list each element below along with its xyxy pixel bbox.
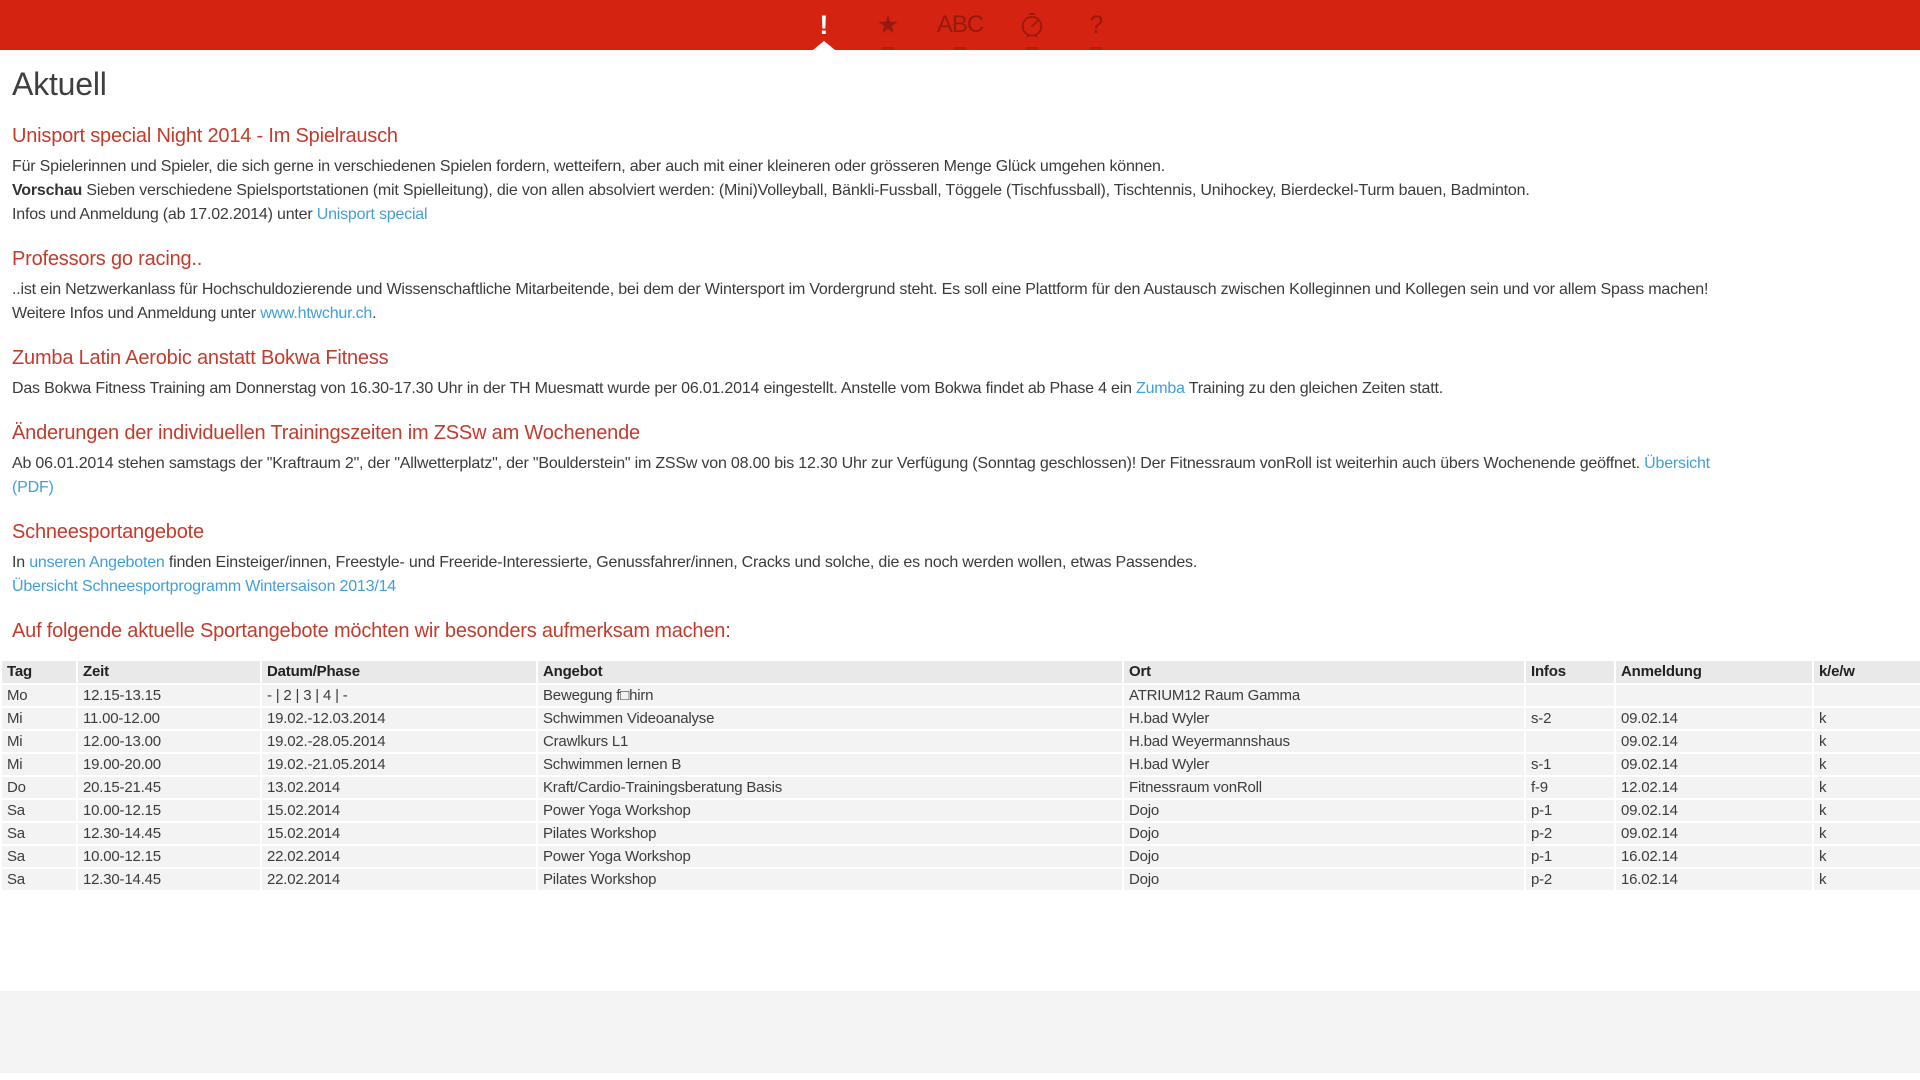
column-header: Zeit bbox=[78, 661, 260, 683]
table-cell: 09.02.14 bbox=[1616, 731, 1812, 752]
column-header: Angebot bbox=[538, 661, 1122, 683]
text-run: Infos und Anmeldung (ab 17.02.2014) unter bbox=[12, 206, 317, 223]
inactive-indicator bbox=[954, 47, 966, 50]
link-zumba[interactable]: Zumba bbox=[1136, 380, 1185, 397]
table-cell: k bbox=[1814, 800, 1920, 821]
table-cell bbox=[1616, 685, 1812, 706]
table-row bbox=[2, 823, 1920, 844]
inactive-indicator bbox=[1090, 47, 1102, 50]
table-cell: 16.02.14 bbox=[1616, 846, 1812, 867]
table-cell: 11.00-12.00 bbox=[78, 708, 260, 729]
offers-table-body bbox=[2, 685, 1920, 890]
text-run: Weitere Infos und Anmeldung unter bbox=[12, 305, 261, 322]
table-cell: 19.00-20.00 bbox=[78, 754, 260, 775]
abc-icon: ABC bbox=[936, 11, 984, 38]
section-heading-professors-racing: Professors go racing.. bbox=[12, 248, 203, 270]
table-cell: Fitnessraum vonRoll bbox=[1124, 777, 1524, 798]
question-icon: ? bbox=[1089, 10, 1104, 39]
table-cell: Mi bbox=[2, 731, 76, 752]
table-cell: Power Yoga Workshop bbox=[538, 800, 1122, 821]
link-unsere-angebote[interactable]: unseren Angeboten bbox=[29, 554, 165, 571]
section-heading-zumba: Zumba Latin Aerobic anstatt Bokwa Fitness bbox=[12, 347, 389, 369]
table-cell: 22.02.2014 bbox=[262, 869, 536, 890]
column-header: Anmeldung bbox=[1616, 661, 1812, 683]
table-cell: 12.30-14.45 bbox=[78, 823, 260, 844]
section-paragraph-trainingszeiten bbox=[12, 452, 1905, 500]
topbar-item-alerts[interactable] bbox=[809, 0, 839, 50]
table-cell: k bbox=[1814, 777, 1920, 798]
table-cell: Dojo bbox=[1124, 869, 1524, 890]
table-cell: Do bbox=[2, 777, 76, 798]
text-run: Sieben verschiedene Spielsportstationen (mit Spielleitung), die von allen absolviert werden: (Mini)Volleyball, Bänkli-Fussball, Töggele (Tischfussball), Tischtennis, Unihockey, Bierdeckel-Turm bauen, Badminton. bbox=[82, 182, 1530, 199]
table-cell: k bbox=[1814, 846, 1920, 867]
table-cell: 12.02.14 bbox=[1616, 777, 1812, 798]
table-cell: Dojo bbox=[1124, 823, 1524, 844]
table-cell: Dojo bbox=[1124, 800, 1524, 821]
topbar-item-help[interactable] bbox=[1081, 0, 1111, 50]
table-cell: Pilates Workshop bbox=[538, 869, 1122, 890]
section-paragraph-schneesport bbox=[12, 551, 1905, 599]
table-cell: Schwimmen Videoanalyse bbox=[538, 708, 1122, 729]
table-cell: Mi bbox=[2, 754, 76, 775]
table-cell: 09.02.14 bbox=[1616, 754, 1812, 775]
table-cell bbox=[1814, 685, 1920, 706]
table-cell: H.bad Wyler bbox=[1124, 754, 1524, 775]
clock-icon bbox=[1018, 11, 1046, 39]
column-header: Tag bbox=[2, 661, 76, 683]
table-cell: 10.00-12.15 bbox=[78, 846, 260, 867]
table-cell: Sa bbox=[2, 800, 76, 821]
offers-table-header bbox=[2, 661, 1920, 683]
text-run: Training zu den gleichen Zeiten statt. bbox=[1184, 380, 1443, 397]
table-row bbox=[2, 800, 1920, 821]
star-icon: ★ bbox=[876, 10, 899, 39]
main-content bbox=[0, 50, 1920, 991]
table-cell: p-2 bbox=[1526, 869, 1614, 890]
table-cell: 16.02.14 bbox=[1616, 869, 1812, 890]
table-cell: ATRIUM12 Raum Gamma bbox=[1124, 685, 1524, 706]
table-cell bbox=[1526, 731, 1614, 752]
table-cell: s-2 bbox=[1526, 708, 1614, 729]
topbar-item-schedule[interactable] bbox=[1017, 0, 1047, 50]
table-cell: 13.02.2014 bbox=[262, 777, 536, 798]
text-run: . bbox=[372, 305, 377, 322]
table-cell: 22.02.2014 bbox=[262, 846, 536, 867]
table-cell: Dojo bbox=[1124, 846, 1524, 867]
table-cell: f-9 bbox=[1526, 777, 1614, 798]
inactive-indicator bbox=[882, 47, 894, 50]
table-cell: 19.02.-21.05.2014 bbox=[262, 754, 536, 775]
table-cell: Sa bbox=[2, 869, 76, 890]
topbar-item-az-index[interactable] bbox=[937, 0, 983, 50]
table-cell: 15.02.2014 bbox=[262, 800, 536, 821]
section-heading-aktuelle-sportangebote: Auf folgende aktuelle Sportangebote möchten wir besonders aufmerksam machen: bbox=[12, 620, 731, 642]
table-cell: p-2 bbox=[1526, 823, 1614, 844]
section-heading-trainingszeiten: Änderungen der individuellen Trainingszeiten im ZSSw am Wochenende bbox=[12, 422, 640, 444]
table-cell: Kraft/Cardio-Trainingsberatung Basis bbox=[538, 777, 1122, 798]
table-row bbox=[2, 777, 1920, 798]
link-uebersicht-pdf[interactable]: (PDF) bbox=[12, 479, 54, 496]
table-cell: Mo bbox=[2, 685, 76, 706]
table-cell: p-1 bbox=[1526, 800, 1614, 821]
table-row bbox=[2, 846, 1920, 867]
offers-table bbox=[0, 659, 1920, 892]
table-cell: Pilates Workshop bbox=[538, 823, 1122, 844]
exclamation-icon: ! bbox=[819, 9, 829, 40]
table-cell: 20.15-21.45 bbox=[78, 777, 260, 798]
section-heading-schneesport: Schneesportangebote bbox=[12, 521, 204, 543]
column-header: Datum/Phase bbox=[262, 661, 536, 683]
footer bbox=[0, 991, 1920, 1073]
offers-table-wrap bbox=[0, 659, 1920, 892]
table-cell: p-1 bbox=[1526, 846, 1614, 867]
table-cell: 09.02.14 bbox=[1616, 800, 1812, 821]
table-cell: Mi bbox=[2, 708, 76, 729]
table-cell: k bbox=[1814, 823, 1920, 844]
text-run: finden Einsteiger/innen, Freestyle- und Freeride-Interessierte, Genussfahrer/innen, Cracks und solche, die es noch werden wollen, etwas Passendes. bbox=[164, 554, 1198, 571]
table-cell: H.bad Wyler bbox=[1124, 708, 1524, 729]
table-cell: k bbox=[1814, 731, 1920, 752]
section-paragraph-professors bbox=[12, 278, 1905, 326]
table-cell: Power Yoga Workshop bbox=[538, 846, 1122, 867]
table-cell: k bbox=[1814, 754, 1920, 775]
text-run: Ab 06.01.2014 stehen samstags der "Kraftraum 2", der "Allwetterplatz", der "Boulderstein" im ZSSw von 08.00 bis 12.30 Uhr zur Verfügung (Sonntag geschlossen)! Der Fitnessraum vonRoll ist weiterhin auch übers Wochenende geöffnet. bbox=[12, 455, 1645, 472]
table-row bbox=[2, 685, 1920, 706]
table-cell: 19.02.-28.05.2014 bbox=[262, 731, 536, 752]
table-cell: 09.02.14 bbox=[1616, 708, 1812, 729]
table-cell: 15.02.2014 bbox=[262, 823, 536, 844]
link-uebersicht[interactable]: Übersicht bbox=[1644, 455, 1710, 472]
column-header: Ort bbox=[1124, 661, 1524, 683]
inactive-indicator bbox=[1026, 47, 1038, 50]
text-run: In bbox=[12, 554, 30, 571]
table-cell: 19.02.-12.03.2014 bbox=[262, 708, 536, 729]
section-paragraph-unisport bbox=[12, 155, 1905, 227]
table-cell: Bewegung f□hirn bbox=[538, 685, 1122, 706]
topbar bbox=[0, 0, 1920, 50]
table-cell bbox=[1526, 685, 1614, 706]
section-paragraph-zumba bbox=[12, 377, 1905, 401]
table-cell: Crawlkurs L1 bbox=[538, 731, 1122, 752]
link-schneesportprogramm[interactable]: Übersicht Schneesportprogramm Wintersaison 2013/14 bbox=[12, 578, 396, 595]
table-cell: k bbox=[1814, 869, 1920, 890]
table-row bbox=[2, 754, 1920, 775]
table-cell: Schwimmen lernen B bbox=[538, 754, 1122, 775]
table-cell: k bbox=[1814, 708, 1920, 729]
table-cell: 12.00-13.00 bbox=[78, 731, 260, 752]
table-cell: 12.30-14.45 bbox=[78, 869, 260, 890]
table-row bbox=[2, 731, 1920, 752]
table-cell: s-1 bbox=[1526, 754, 1614, 775]
table-cell: 12.15-13.15 bbox=[78, 685, 260, 706]
column-header: Infos bbox=[1526, 661, 1614, 683]
table-cell: H.bad Weyermannshaus bbox=[1124, 731, 1524, 752]
active-indicator bbox=[813, 41, 835, 50]
topbar-item-favorites[interactable] bbox=[873, 0, 903, 50]
table-cell: Sa bbox=[2, 823, 76, 844]
text-run: ..ist ein Netzwerkanlass für Hochschuldozierende und Wissenschaftliche Mitarbeitende, bei dem der Wintersport im Vordergrund steht. Es soll eine Plattform für den Austausch zwischen Kolleginnen und Kollegen sein und vor allem Spass machen! bbox=[12, 281, 1709, 298]
table-cell: 09.02.14 bbox=[1616, 823, 1812, 844]
table-row bbox=[2, 708, 1920, 729]
table-row bbox=[2, 869, 1920, 890]
text-run: Für Spielerinnen und Spieler, die sich gerne in verschiedenen Spielen fordern, wetteifern, aber auch mit einer kleineren oder grösseren Menge Glück umgehen können. bbox=[12, 158, 1165, 175]
link-unisport-special[interactable]: Unisport special bbox=[316, 206, 428, 223]
link-htwchur[interactable]: www.htwchur.ch bbox=[260, 305, 373, 322]
page-title: Aktuell bbox=[12, 66, 107, 102]
text-run: Das Bokwa Fitness Training am Donnerstag von 16.30-17.30 Uhr in der TH Muesmatt wurde per 06.01.2014 eingestellt. Anstelle vom Bokwa findet ab Phase 4 ein bbox=[12, 380, 1137, 397]
table-cell: - | 2 | 3 | 4 | - bbox=[262, 685, 536, 706]
text-run-bold: Vorschau bbox=[12, 182, 83, 199]
section-heading-unisport-special: Unisport special Night 2014 - Im Spielrausch bbox=[12, 125, 398, 147]
table-cell: Sa bbox=[2, 846, 76, 867]
table-cell: 10.00-12.15 bbox=[78, 800, 260, 821]
column-header: k/e/w bbox=[1814, 661, 1920, 683]
